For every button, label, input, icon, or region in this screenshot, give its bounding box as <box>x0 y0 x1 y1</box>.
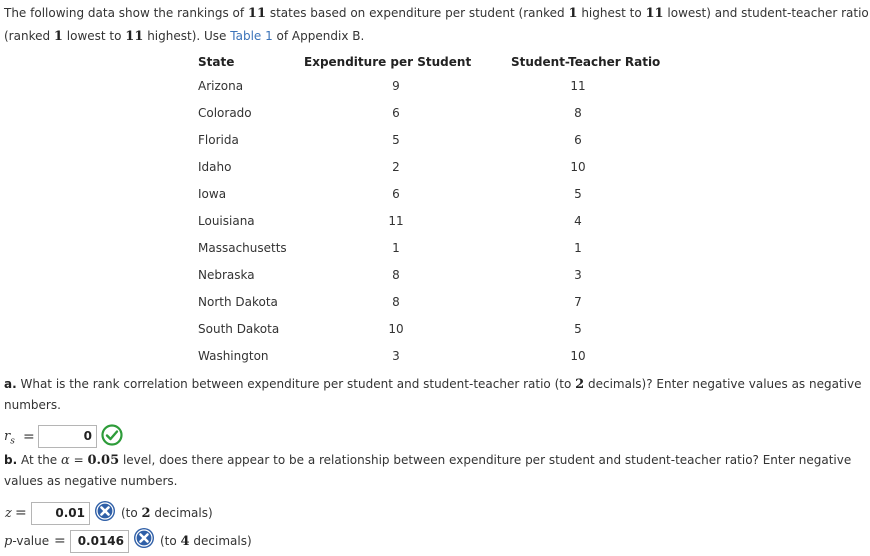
x-circle-icon <box>94 500 116 522</box>
cell-ratio: 5 <box>574 187 582 201</box>
cell-expenditure: 9 <box>392 79 400 93</box>
cell-state: Colorado <box>198 106 252 120</box>
cell-ratio: 1 <box>574 241 582 255</box>
z-input[interactable]: 0.01 <box>31 502 90 525</box>
table-row <box>198 160 598 180</box>
cell-expenditure: 3 <box>392 349 400 363</box>
table-row <box>198 106 598 126</box>
cell-ratio: 11 <box>570 79 586 93</box>
cell-state: Washington <box>198 349 269 363</box>
cell-state: North Dakota <box>198 295 278 309</box>
cell-expenditure: 5 <box>392 133 400 147</box>
z-label: z <box>5 506 12 521</box>
cell-state: Iowa <box>198 187 227 201</box>
cell-expenditure: 11 <box>388 214 404 228</box>
table-row <box>198 133 598 153</box>
header-state: State <box>198 55 235 69</box>
table-row <box>198 295 598 315</box>
cell-ratio: 5 <box>574 322 582 336</box>
z-precision-hint: (to 2 decimals) <box>121 506 213 521</box>
z-equals: = <box>15 505 27 521</box>
cell-ratio: 8 <box>574 106 582 120</box>
rs-input[interactable]: 0 <box>38 425 97 448</box>
table-row <box>198 187 598 207</box>
cell-ratio: 6 <box>574 133 582 147</box>
p-value-label: p-value <box>4 534 50 549</box>
rs-label: $r_s$ <box>4 429 15 447</box>
part-b-question: b. At the α = 0.05 level, does there appear to be a relationship between expenditure per student and student-teacher ratio? Enter negative values as negative numbers. <box>4 453 852 488</box>
cell-state: South Dakota <box>198 322 280 336</box>
part-a-question: a. What is the rank correlation between expenditure per student and student-teacher ratio (to 2 decimals)? Enter negative values as negative numbers. <box>4 377 862 412</box>
check-circle-icon <box>101 424 123 446</box>
header-ratio: Student-Teacher Ratio <box>511 55 661 69</box>
x-circle-icon <box>133 527 155 549</box>
cell-expenditure: 10 <box>388 322 404 336</box>
cell-ratio: 10 <box>570 160 586 174</box>
p-equals: = <box>54 533 66 549</box>
table-row <box>198 79 598 99</box>
cell-state: Nebraska <box>198 268 255 282</box>
cell-expenditure: 6 <box>392 106 400 120</box>
cell-state: Idaho <box>198 160 232 174</box>
cell-expenditure: 1 <box>392 241 400 255</box>
cell-ratio: 3 <box>574 268 582 282</box>
table-row <box>198 268 598 288</box>
intro-line-2: (ranked 1 lowest to 11 highest). Use Table 1 of Appendix B. <box>4 29 365 44</box>
cell-state: Massachusetts <box>198 241 287 255</box>
p-precision-hint: (to 4 decimals) <box>160 534 252 549</box>
cell-ratio: 7 <box>574 295 582 309</box>
table-row <box>198 349 598 369</box>
header-expenditure: Expenditure per Student <box>304 55 472 69</box>
table-row <box>198 322 598 342</box>
cell-state: Florida <box>198 133 239 147</box>
rs-equals: = <box>23 429 35 445</box>
cell-ratio: 10 <box>570 349 586 363</box>
cell-expenditure: 6 <box>392 187 400 201</box>
table-row <box>198 241 598 261</box>
table-1-link[interactable]: Table 1 <box>230 29 273 43</box>
p-value-input[interactable]: 0.0146 <box>70 530 129 553</box>
cell-ratio: 4 <box>574 214 582 228</box>
cell-expenditure: 2 <box>392 160 400 174</box>
cell-expenditure: 8 <box>392 295 400 309</box>
cell-state: Louisiana <box>198 214 255 228</box>
cell-state: Arizona <box>198 79 244 93</box>
table-row <box>198 214 598 234</box>
cell-expenditure: 8 <box>392 268 400 282</box>
intro-line-1: The following data show the rankings of 11 states based on expenditure per student (ranked 1 highest to 11 lowest) and student-teacher ratio <box>4 6 869 21</box>
question-intro <box>4 2 869 48</box>
